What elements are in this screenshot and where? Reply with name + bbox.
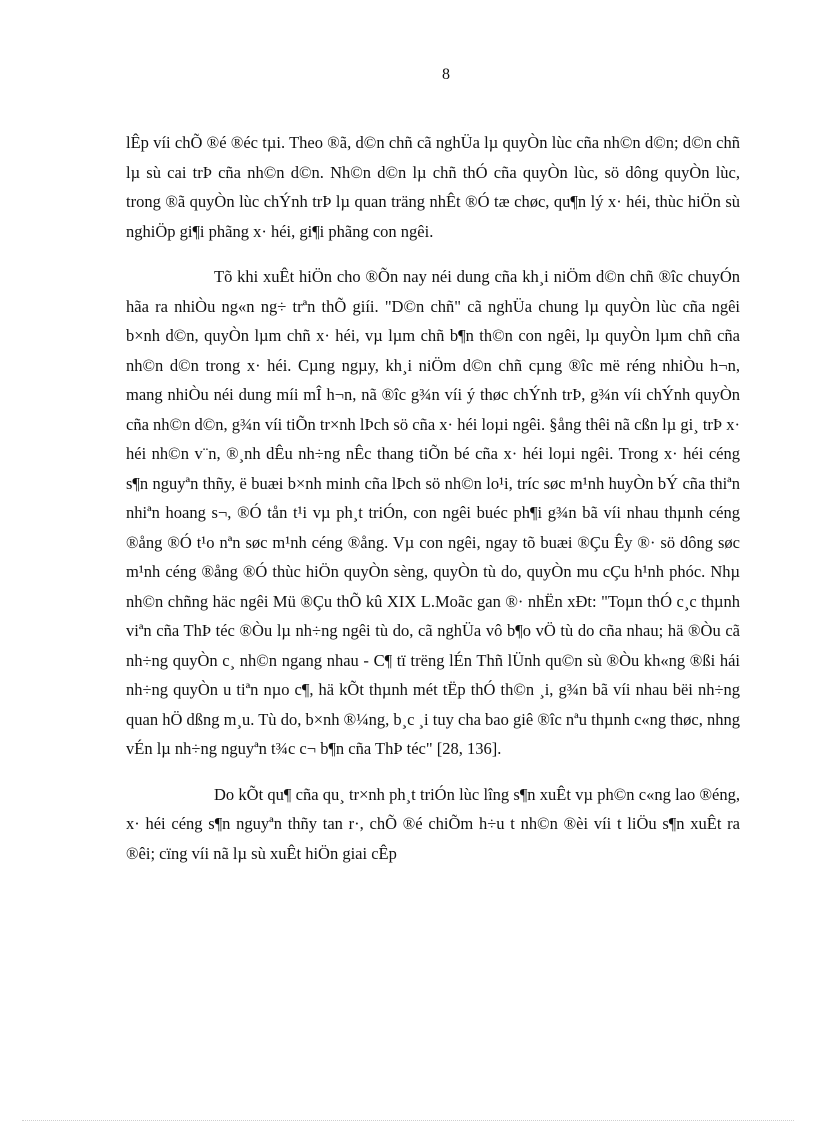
page-number: 8 bbox=[442, 66, 450, 83]
document-body bbox=[126, 128, 740, 868]
page-bottom-divider bbox=[22, 1120, 794, 1121]
paragraph-democracy-history: Tõ khi xuÊt hiÖn cho ®Õn nay néi dung cña kh¸i niÖm d©n chñ ®îc chuyÓn hãa ra nhiÒu ng«n ng÷ trªn thÕ giíi. "D©n chñ" cã nghÜa chung lµ quyÒn lùc cña ngêi b×nh d©n, quyÒn lµm chñ x· héi, vµ lµm chñ b¶n th©n con ngêi, lµ quyÒn lµm chñ cña nh©n d©n trong x· héi. Cµng ngµy, kh¸i niÖm d©n chñ cµng ®îc më réng nhiÒu h¬n, mang nhiÒu néi dung míi mÎ h¬n, nã ®îc g¾n víi ý thøc chÝnh trÞ, g¾n víi chÝnh quyÒn cña nh©n d©n, g¾n víi tiÕn tr×nh lÞch sö cña x· héi loµi ngêi. §ång thêi nã cßn lµ gi¸ trÞ x· héi nh©n v¨n, ®¸nh dÊu nh÷ng nÊc thang tiÕn bé cña x· héi loµi ngêi. Trong x· héi céng s¶n nguyªn thñy, ë buæi b×nh minh cña lÞch sö nh©n lo¹i, tríc søc m¹nh huyÒn bÝ cña thiªn nhiªn hoang s¬, ®Ó tån t¹i vµ ph¸t triÓn, con ngêi buéc ph¶i g¾n bã víi nhau thµnh céng ®ång ®Ó t¹o nªn søc m¹nh céng ®ång. Vµ con ngêi, ngay tõ buæi ®Çu Êy ®· sö dông søc m¹nh céng ®ång ®Ó thùc hiÖn quyÒn sèng, quyÒn tù do, quyÒn mu cÇu h¹nh phóc. Nhµ nh©n chñng häc ngêi Mü ®Çu thÕ kû XIX L.Moãc gan ®· nhËn xÐt: "Toµn thÓ c¸c thµnh viªn cña ThÞ téc ®Òu lµ nh÷ng ngêi tù do, cã nghÜa vô b¶o vÖ tù do cña nhau; hä ®Òu cã nh÷ng quyÒn c¸ nh©n ngang nhau - C¶ tï trëng lÉn Thñ lÜnh qu©n sù ®Òu kh«ng ®ßi hái nh÷ng quyÒn u tiªn nµo c¶, hä kÕt thµnh mét tËp thÓ th©n ¸i, g¾n bã víi nhau bëi nh÷ng quan hÖ dßng m¸u. Tù do, b×nh ®¼ng, b¸c ¸i tuy cha bao giê ®îc nªu thµnh c«ng thøc, nhng vÉn lµ nh÷ng nguyªn t¾c c¬ b¶n cña ThÞ téc" [28, 136]. bbox=[126, 267, 740, 758]
paragraph-class-emergence: Do kÕt qu¶ cña qu¸ tr×nh ph¸t triÓn lùc lîng s¶n xuÊt vµ ph©n c«ng lao ®éng, x· héi céng s¶n nguyªn thñy tan r·, chÕ ®é chiÕm h÷u t nh©n ®èi víi t liÖu s¶n xuÊt ra ®êi; cïng víi nã lµ sù xuÊt hiÖn giai cÊp bbox=[126, 784, 740, 863]
paragraph-continuation: lÊp víi chÕ ®é ®éc tµi. Theo ®ã, d©n chñ cã nghÜa lµ quyÒn lùc cña nh©n d©n; d©n chñ lµ sù cai trÞ cña nh©n d©n. Nh©n d©n lµ chñ thÓ cña quyÒn lùc, sö dông quyÒn lùc, trong ®ã quyÒn lùc chÝnh trÞ lµ quan träng nhÊt ®Ó tæ chøc, qu¶n lý x· héi, thùc hiÖn sù nghiÖp gi¶i phãng x· héi, gi¶i phãng con ngêi. bbox=[126, 133, 740, 241]
